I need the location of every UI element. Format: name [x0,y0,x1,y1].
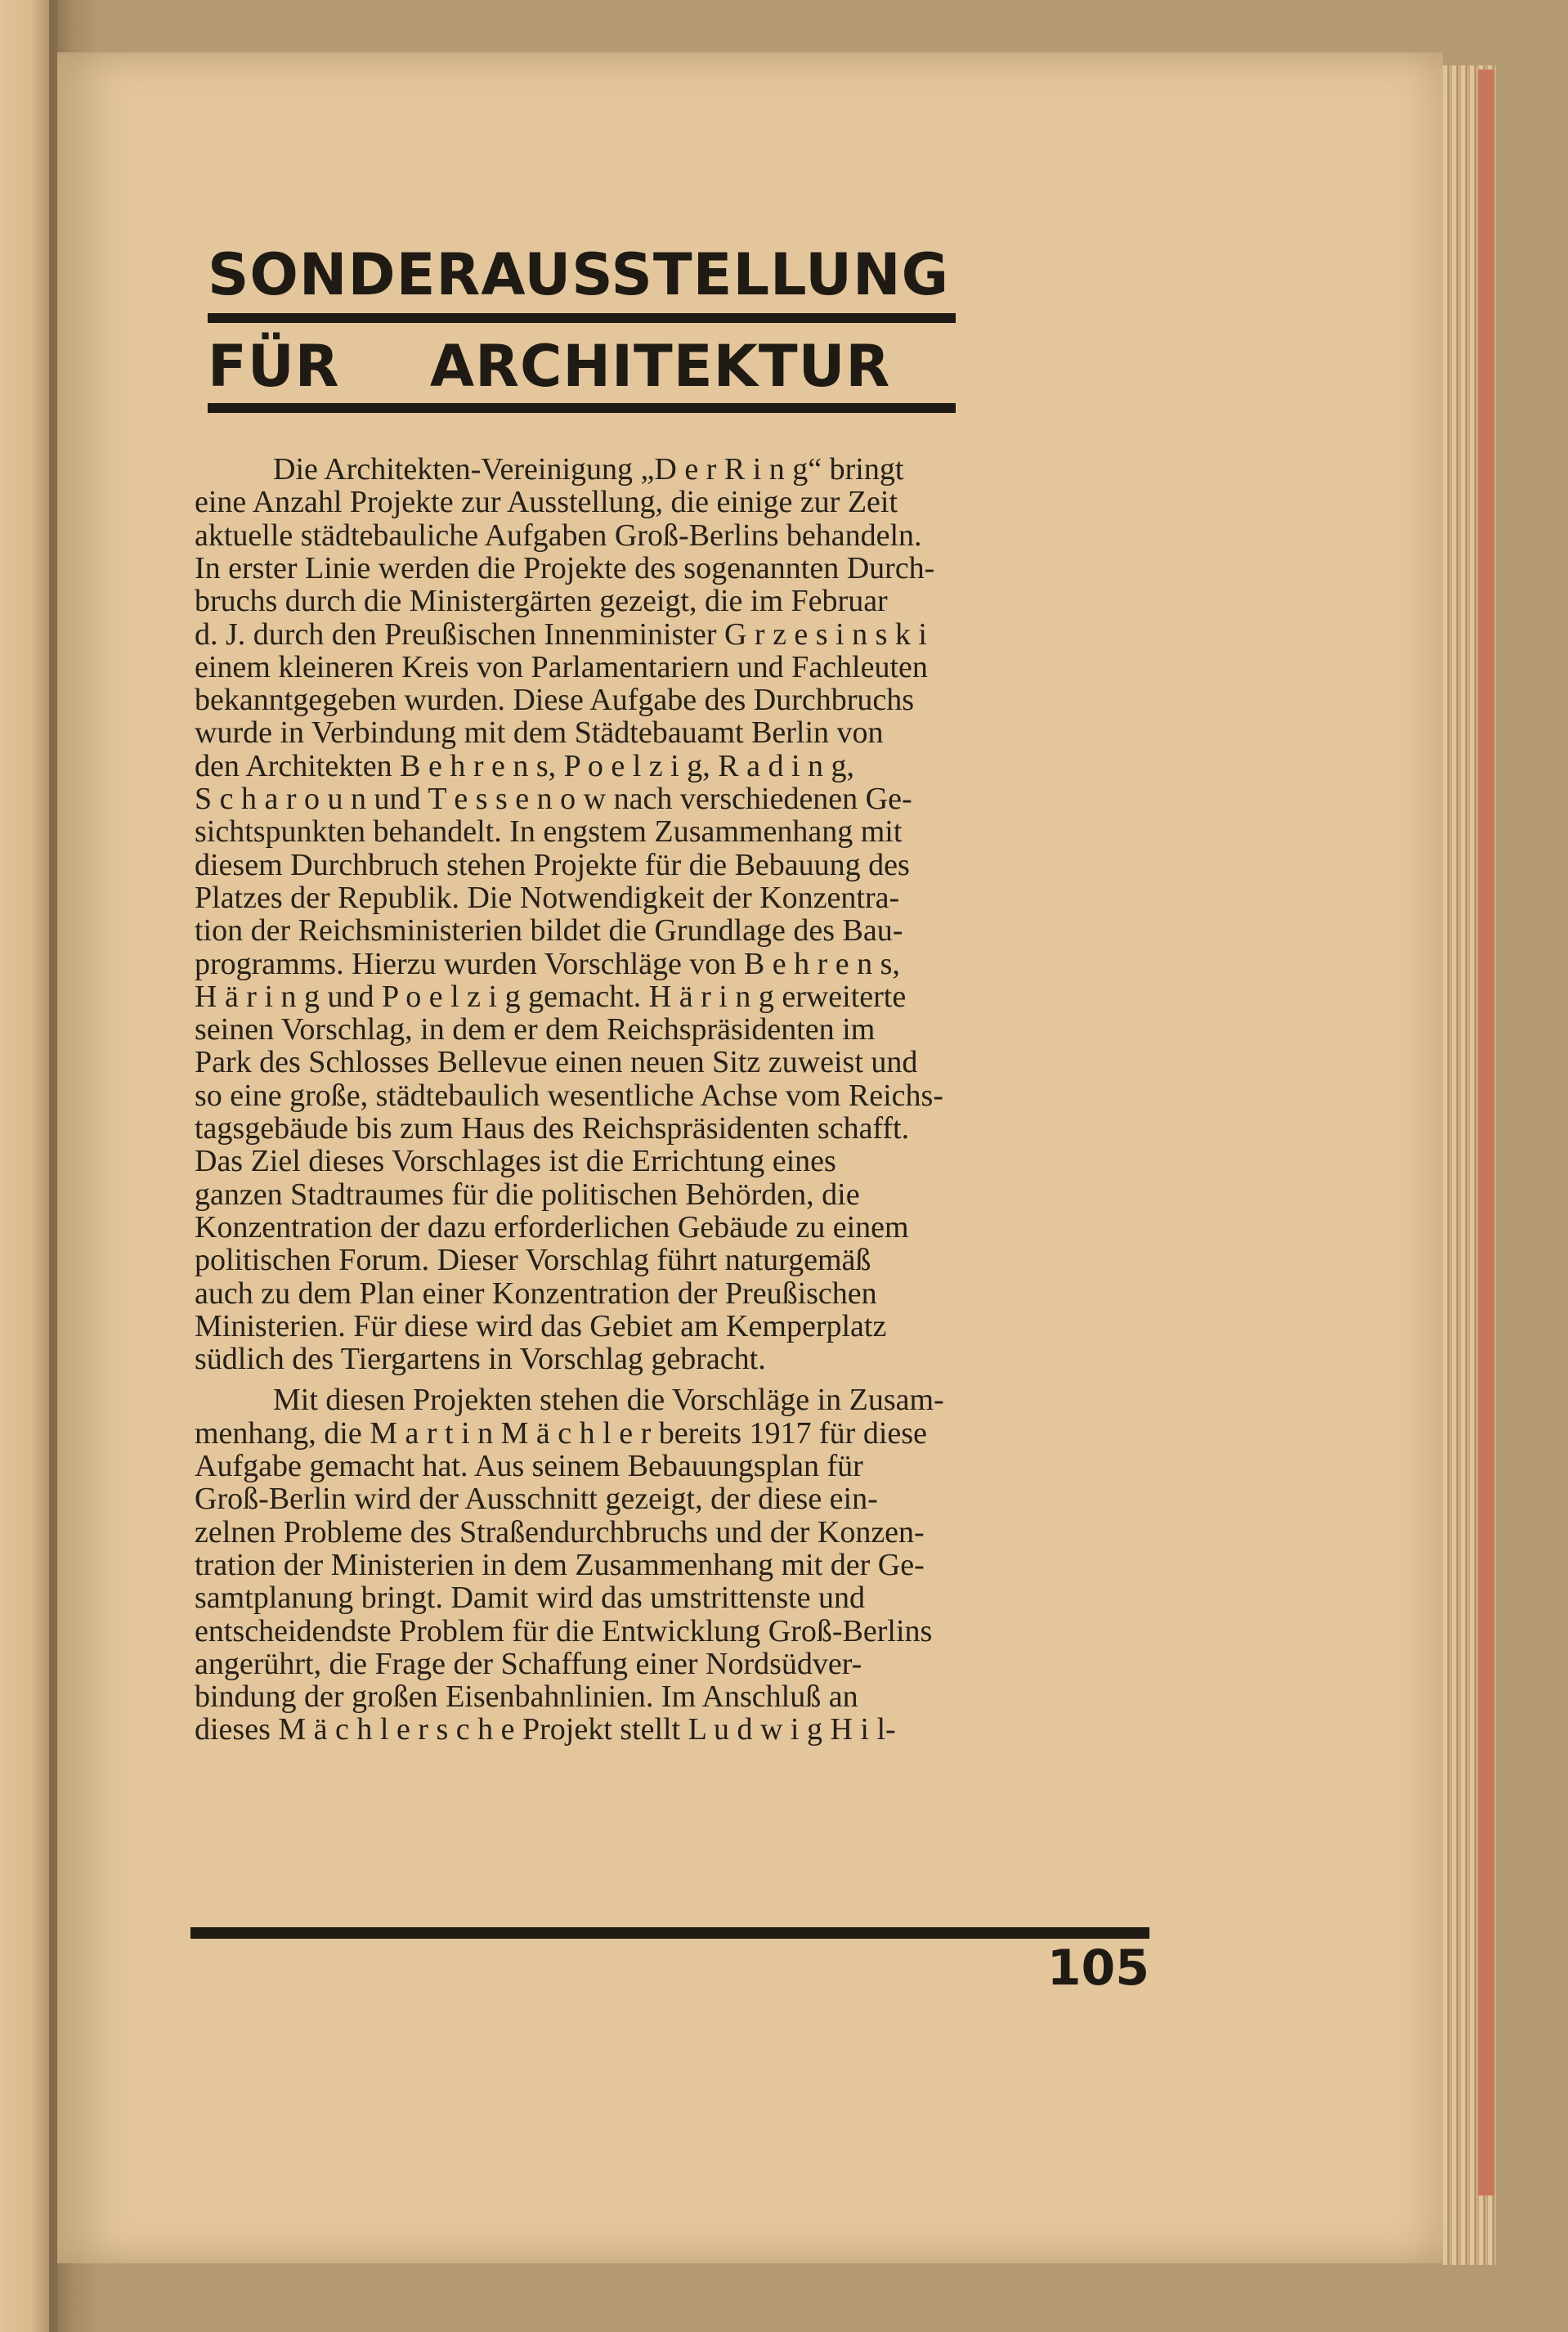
body-line: so eine große, städtebaulich wesentliche Achse vom Reichs- [195,1079,943,1112]
body-line: südlich des Tiergartens in Vorschlag gebracht. [195,1343,766,1376]
body-line: angerührt, die Frage der Schaffung einer Nordsüdver- [195,1647,862,1680]
body-line: Die Architekten-Vereinigung „D e r R i n g“ bringt [273,453,904,486]
heading-line-2: FÜR ARCHITEKTUR [208,333,891,400]
body-line: Groß-Berlin wird der Ausschnitt gezeigt, der diese ein- [195,1482,878,1516]
body-line: H ä r i n g und P o e l z i g gemacht. H ä r i n g erweiterte [195,980,907,1013]
body-line: politischen Forum. Dieser Vorschlag führt naturgemäß [195,1244,871,1277]
body-line: programms. Hierzu wurden Vorschläge von B e h r e n s, [195,947,900,980]
body-line: bruchs durch die Ministergärten gezeigt, die im Februar [195,585,888,618]
body-line: wurde in Verbindung mit dem Städtebauamt Berlin von [195,716,884,750]
body-line: Park des Schlosses Bellevue einen neuen Sitz zuweist und [195,1046,918,1079]
page-number: 105 [1046,1940,1149,1997]
body-line: diesem Durchbruch stehen Projekte für die Bebauung des [195,848,910,881]
body-line: d. J. durch den Preußischen Innenminister G r z e s i n s k i [195,617,927,651]
body-line: tration der Ministerien in dem Zusammenhang mit der Ge- [195,1548,925,1581]
footer-rule [190,1927,1149,1939]
body-line: Platzes der Republik. Die Notwendigkeit der Konzentra- [195,881,900,914]
cover-edge [1478,70,1494,2195]
body-line: bindung der großen Eisenbahnlinien. Im Anschluß an [195,1680,858,1714]
body-line: Konzentration der dazu erforderlichen Gebäude zu einem [195,1210,909,1244]
body-line: In erster Linie werden die Projekte des sogenannten Durch- [195,551,935,585]
body-line: auch zu dem Plan einer Konzentration der Preußischen [195,1276,877,1310]
body-line: tion der Reichsministerien bildet die Grundlage des Bau- [195,914,903,948]
body-line: ganzen Stadtraumes für die politischen Behörden, die [195,1177,860,1211]
body-line: sichtspunkten behandelt. In engstem Zusammenhang mit [195,815,903,849]
body-line: Aufgabe gemacht hat. Aus seinem Bebauungsplan für [195,1450,863,1482]
body-line: tagsgebäude bis zum Haus des Reichspräsidenten schafft. [195,1112,910,1145]
heading-underline-2 [208,403,956,413]
body-line: dieses M ä c h l e r s c h e Projekt stellt L u d w i g H i l- [195,1713,896,1747]
body-line: Ministerien. Für diese wird das Gebiet am Kemperplatz [195,1309,887,1343]
body-line: menhang, die M a r t i n M ä c h l e r bereits 1917 für diese [195,1416,927,1450]
body-line: den Architekten B e h r e n s, P o e l z i g, R a d i n g, [195,749,854,783]
body-line: entscheidendste Problem für die Entwicklung Groß-Berlins [195,1614,933,1648]
body-line: eine Anzahl Projekte zur Ausstellung, die einige zur Zeit [195,486,898,519]
heading-line-1: SONDERAUSSTELLUNG [208,241,950,308]
body-line: Das Ziel dieses Vorschlages ist die Errichtung eines [195,1145,836,1178]
body-line: zelnen Probleme des Straßendurchbruchs und der Konzen- [195,1515,925,1549]
body-line: S c h a r o u n und T e s s e n o w nach verschiedenen Ge- [195,783,912,815]
body-line: einem kleineren Kreis von Parlamentariern und Fachleuten [195,650,928,684]
body-line: seinen Vorschlag, in dem er dem Reichspräsidenten im [195,1013,876,1047]
body-line: Mit diesen Projekten stehen die Vorschläge in Zusam- [273,1384,944,1417]
body-line: samtplanung bringt. Damit wird das umstrittenste und [195,1581,866,1615]
body-line: aktuelle städtebauliche Aufgaben Groß-Berlins behandeln. [195,518,922,552]
heading-underline-1 [208,313,956,323]
body-line: bekanntgegeben wurden. Diese Aufgabe des Durchbruchs [195,684,915,717]
